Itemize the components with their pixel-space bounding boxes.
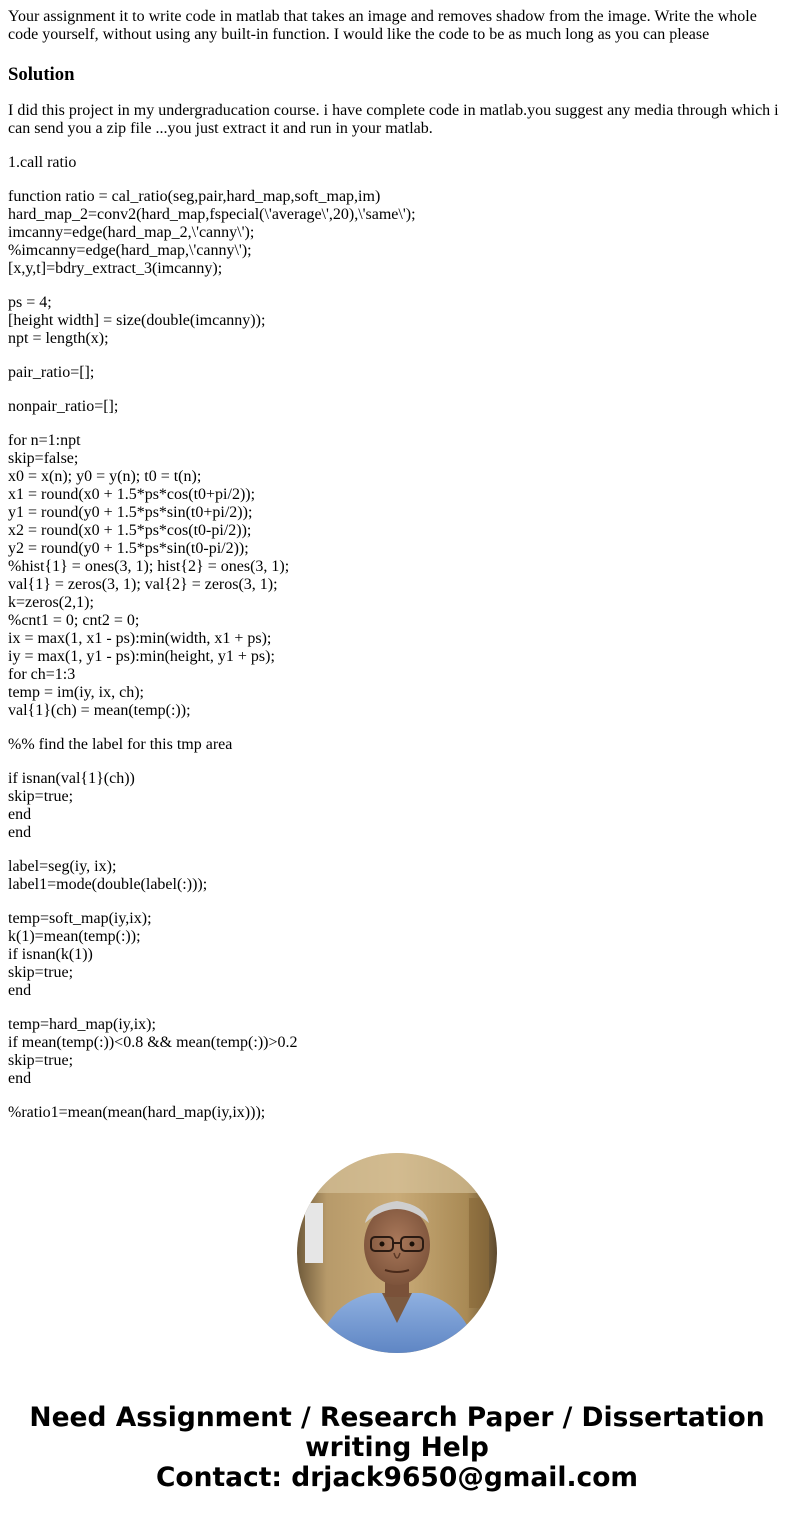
code-block-function-header: function ratio = cal_ratio(seg,pair,hard_map,soft_map,im) hard_map_2=conv2(hard_map,fspecial(\'average\',20),\'same\'); imcanny=edge(hard_map_2,\'canny\'); %imcanny=edge(hard_map,\'canny\'); [x,y,t]=bdry_extract_3(imcanny);	[8, 188, 416, 277]
contact-banner	[0, 1403, 794, 1493]
banner-line-1: Need Assignment / Research Paper / Dissertation	[29, 1402, 765, 1433]
avatar	[297, 1153, 497, 1353]
portrait-photo-icon	[297, 1153, 497, 1353]
code-block-nonpair-ratio: nonpair_ratio=[];	[8, 398, 119, 415]
code-block-main-loop: for n=1:npt skip=false; x0 = x(n); y0 = y(n); t0 = t(n); x1 = round(x0 + 1.5*ps*cos(t0+pi/2)); y1 = round(y0 + 1.5*ps*sin(t0+pi/2)); x2 = round(x0 + 1.5*ps*cos(t0-pi/2)); y2 = round(y0 + 1.5*ps*sin(t0-pi/2)); %hist{1} = ones(3, 1); hist{2} = ones(3, 1); val{1} = zeros(3, 1); val{2} = zeros(3, 1); k=zeros(2,1); %cnt1 = 0; cnt2 = 0; ix = max(1, x1 - ps):min(width, x1 + ps); iy = max(1, y1 - ps):min(height, y1 + ps); for ch=1:3 temp = im(iy, ix, ch); val{1}(ch) = mean(temp(:));	[8, 432, 290, 719]
code-block-ratio-comment: %ratio1=mean(mean(hard_map(iy,ix)));	[8, 1104, 266, 1121]
solution-heading: Solution	[8, 64, 75, 85]
intro-text: I did this project in my undergraducation course. i have complete code in matlab.you suggest any media through which i can send you a zip file ...you just extract it and run in your matlab.	[8, 102, 779, 137]
code-block-label-mode: label=seg(iy, ix); label1=mode(double(label(:)));	[8, 858, 208, 893]
code-block-isnan-check: if isnan(val{1}(ch)) skip=true; end end	[8, 770, 135, 841]
code-block-comment-label: %% find the label for this tmp area	[8, 736, 233, 753]
code-block-pair-ratio: pair_ratio=[];	[8, 364, 95, 381]
document-content	[8, 0, 786, 1122]
code-block-soft-map: temp=soft_map(iy,ix); k(1)=mean(temp(:)); if isnan(k(1)) skip=true; end	[8, 910, 152, 999]
question-text: Your assignment it to write code in matlab that takes an image and removes shadow from the image. Write the whole code yourself, without using any built-in function. I would like the code to be as much long as you can please	[8, 8, 757, 43]
code-block-hard-map: temp=hard_map(iy,ix); if mean(temp(:))<0.8 && mean(temp(:))>0.2 skip=true; end	[8, 1016, 298, 1087]
banner-line-2: writing Help	[305, 1432, 489, 1463]
banner-line-3: Contact: drjack9650@gmail.com	[155, 1462, 639, 1493]
section-label: 1.call ratio	[8, 154, 77, 171]
code-block-size-setup: ps = 4; [height width] = size(double(imcanny)); npt = length(x);	[8, 294, 266, 347]
